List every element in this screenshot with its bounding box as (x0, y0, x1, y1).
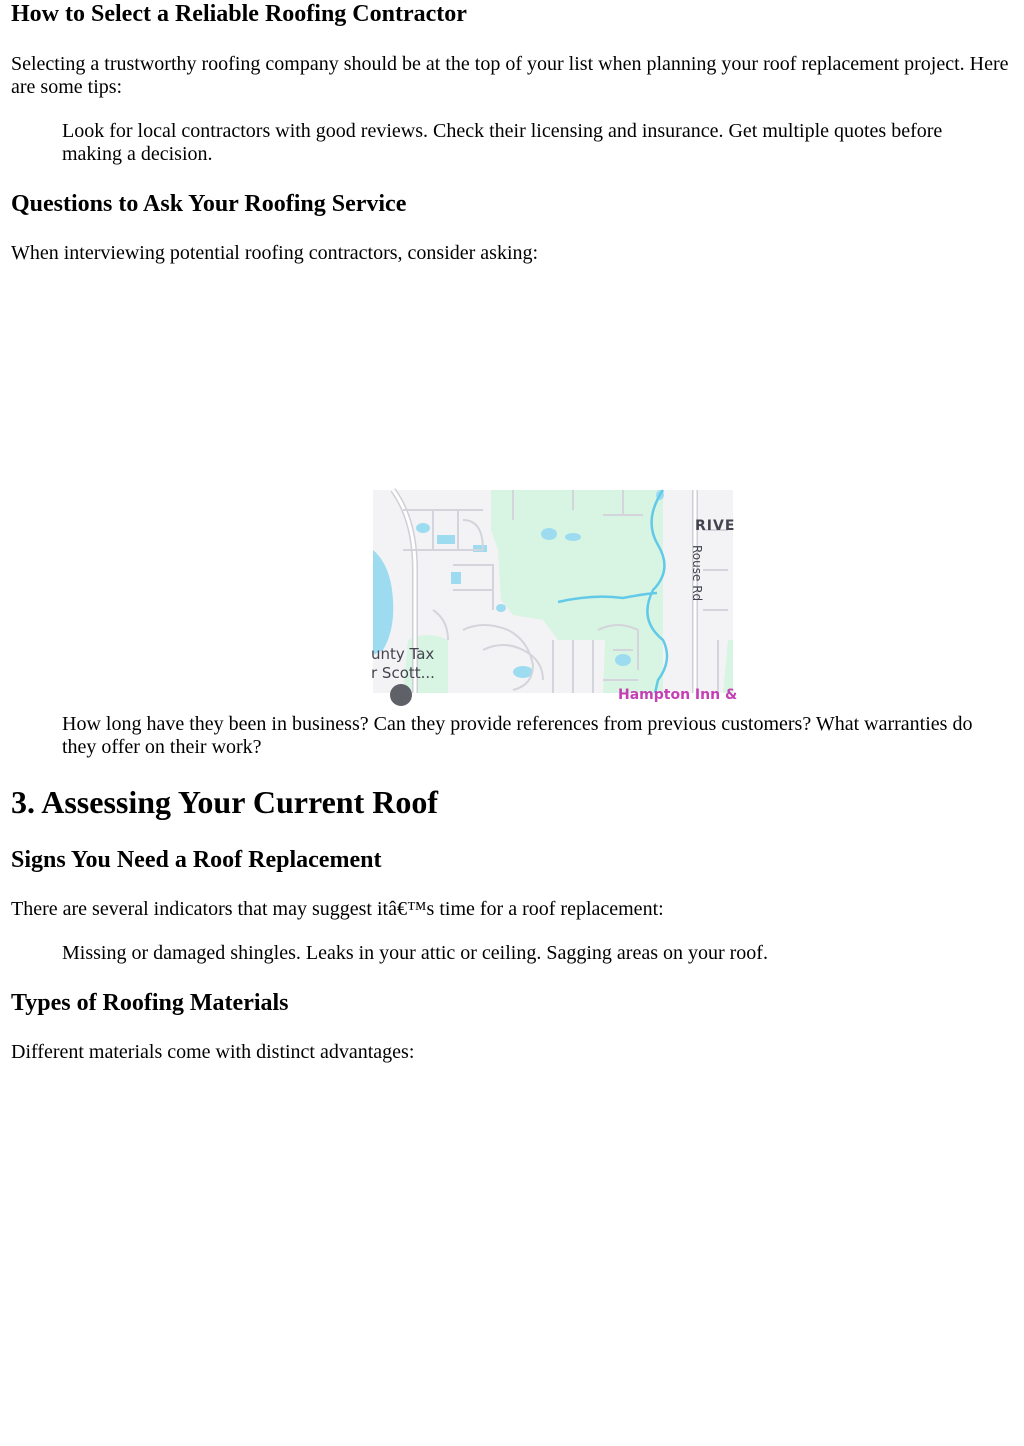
paragraph-signs-intro: There are several indicators that may suggest itâ€™s time for a roof replacement: (11, 898, 664, 920)
blockquote-tips: Look for local contractors with good reviews. Check their licensing and insurance. Get multiple quotes before making a decision. (62, 120, 943, 165)
map-label-rouse-rd: Rouse Rd (690, 545, 704, 602)
heading-signs-replacement: Signs You Need a Roof Replacement (11, 847, 382, 873)
heading-assessing-roof: 3. Assessing Your Current Roof (11, 784, 438, 820)
map-label-tax-line2: r Scott... (371, 664, 435, 682)
heading-roofing-materials: Types of Roofing Materials (11, 990, 289, 1016)
heading-select-contractor: How to Select a Reliable Roofing Contractor (11, 1, 467, 27)
map-label-hotel: Hampton Inn & (618, 687, 738, 703)
map-canvas[interactable] (371, 490, 738, 703)
map-label-river: RIVE (695, 518, 736, 534)
map-label-tax-line1: unty Tax (371, 645, 435, 663)
map-pond (565, 533, 581, 541)
blockquote-questions: How long have they been in business? Can they provide references from previous customers? What warranties do they offer on their work? (62, 713, 973, 758)
paragraph-materials-intro: Different materials come with distinct advantages: (11, 1041, 415, 1063)
map-pond (541, 528, 557, 540)
map-pond (496, 604, 506, 612)
map-pond (451, 572, 461, 584)
paragraph-select-intro: Selecting a trustworthy roofing company should be at the top of your list when planning your roof replacement project. Here are some tips: (11, 53, 1009, 98)
blockquote-signs: Missing or damaged shingles. Leaks in your attic or ceiling. Sagging areas on your roof. (62, 942, 768, 964)
map-pond (437, 535, 455, 544)
embedded-map[interactable] (371, 490, 738, 703)
map-location-pin-icon[interactable] (390, 684, 412, 706)
heading-questions: Questions to Ask Your Roofing Service (11, 191, 407, 217)
map-pond (416, 523, 430, 533)
map-pond (615, 654, 631, 666)
paragraph-questions-intro: When interviewing potential roofing contractors, consider asking: (11, 242, 539, 264)
